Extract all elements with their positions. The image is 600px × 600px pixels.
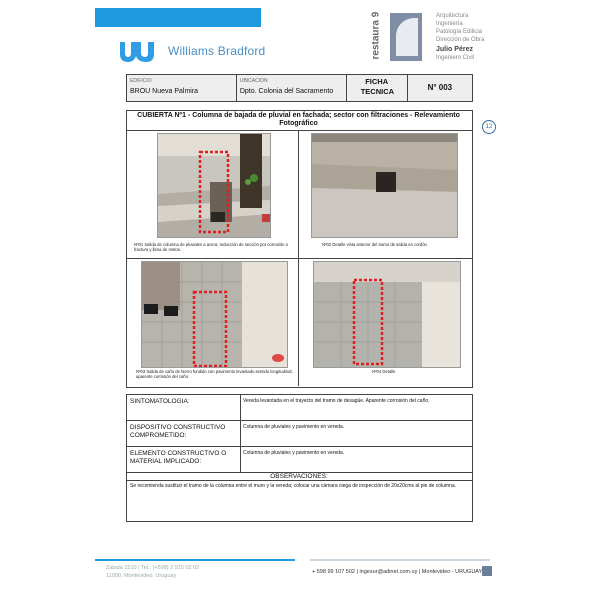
- edificio-cell: [127, 75, 237, 101]
- dispositivo-label: DISPOSITIVO CONSTRUCTIVO COMPROMETIDO:: [130, 424, 226, 439]
- grid-line: [126, 130, 472, 131]
- engineer-name: Julio Pérez: [436, 46, 473, 53]
- section-title: CUBIERTA Nº1 - Columna de bajada de pluvial en fachada; sector con filtraciones - Relevamiento Fotográfico: [137, 112, 460, 127]
- service-item: Ingeniería: [436, 21, 463, 27]
- photo-4-caption: Nº04 Detalle: [372, 369, 396, 374]
- header-accent-bar: [95, 8, 261, 27]
- elemento-label: ELEMENTO CONSTRUCTIVO O MATERIAL IMPLICADO:: [130, 450, 227, 465]
- williams-bradford-logo-icon: [118, 38, 160, 64]
- grid-line: [240, 394, 241, 472]
- elemento-value: Columna de pluviales y pavimento en vereda.: [243, 450, 345, 456]
- photo-4: [313, 261, 461, 368]
- sintomatologia-value: Vereda levantada en el trayecto del tramo de desagüe. Aparente corrosión del caño.: [243, 398, 430, 404]
- engineer-title: Ingeniero Civil: [436, 55, 475, 61]
- footer-divider-line: [310, 559, 490, 561]
- ubicacion-value: Dpto. Colonia del Sacramento: [239, 88, 334, 95]
- edificio-label: EDIFICIO: [130, 78, 152, 84]
- ubicacion-cell: [237, 75, 347, 101]
- grid-line: [126, 420, 472, 421]
- photo-3-caption: Nº03 Salida de caño de hierro fundido con pavimento levantado sentido longitudinal; aparente corrosión del caño.: [136, 369, 293, 379]
- footer-accent-line: [95, 559, 295, 561]
- grid-line: [298, 130, 299, 386]
- ficha-cell: [347, 75, 408, 101]
- footer-contact: + 598 99 107 502 | ingesur@adinet.com.uy | Montevideo - URUGUAY: [312, 569, 483, 575]
- service-item: Dirección de Obra: [436, 37, 485, 43]
- photo-2-caption: Nº02 Detalle vista anterior del tramo de salida en cordón.: [322, 242, 429, 247]
- sintomatologia-label: SINTOMATOLOGIA:: [130, 398, 190, 405]
- service-item: Patología Edilicia: [436, 29, 483, 35]
- photo-1-caption: Nº01 Salida de columna de pluviales a acera: reducción de sección por corrosión o fractura y llena de restos.: [134, 242, 288, 252]
- dispositivo-value: Columna de pluviales y pavimento en vereda.: [243, 424, 345, 430]
- ficha-number: N° 003: [427, 83, 453, 92]
- edificio-value: BROU Nueva Palmira: [130, 88, 199, 95]
- company-name: Williams Bradford: [168, 44, 266, 58]
- grid-line: [126, 480, 472, 481]
- address-line-1: Zabala 1510 | Tel.: (+598) 2 915 02 02: [106, 565, 200, 571]
- footer-address: [106, 564, 199, 580]
- restaura9-arch-shape: [396, 18, 418, 56]
- observaciones-label: OBSERVACIONES:: [270, 473, 328, 480]
- address-line-2: 11000, Montevideo. Uruguay: [106, 573, 177, 579]
- page-badge: 12: [482, 120, 496, 134]
- numero-cell: [408, 75, 472, 101]
- photo-2: [311, 133, 458, 238]
- grid-line: [126, 446, 472, 447]
- services-list: [436, 12, 484, 44]
- footer-square-icon: [482, 566, 492, 576]
- photo-3: [141, 261, 288, 368]
- header-info-table: [126, 74, 473, 102]
- ficha-label: FICHA TECNICA: [360, 77, 395, 96]
- grid-line: [126, 258, 472, 259]
- photo-1: [157, 133, 271, 238]
- observaciones-value: Se recomienda sustituir el tramo de la columna entre el muro y la vereda; colocar una cámara ciega de inspección de 20x20cms al pie de columna.: [130, 483, 457, 489]
- ubicacion-label: UBICACION: [239, 78, 268, 84]
- restaura9-wordmark: restaura 9: [370, 11, 382, 60]
- service-item: Arquitectura: [436, 13, 469, 19]
